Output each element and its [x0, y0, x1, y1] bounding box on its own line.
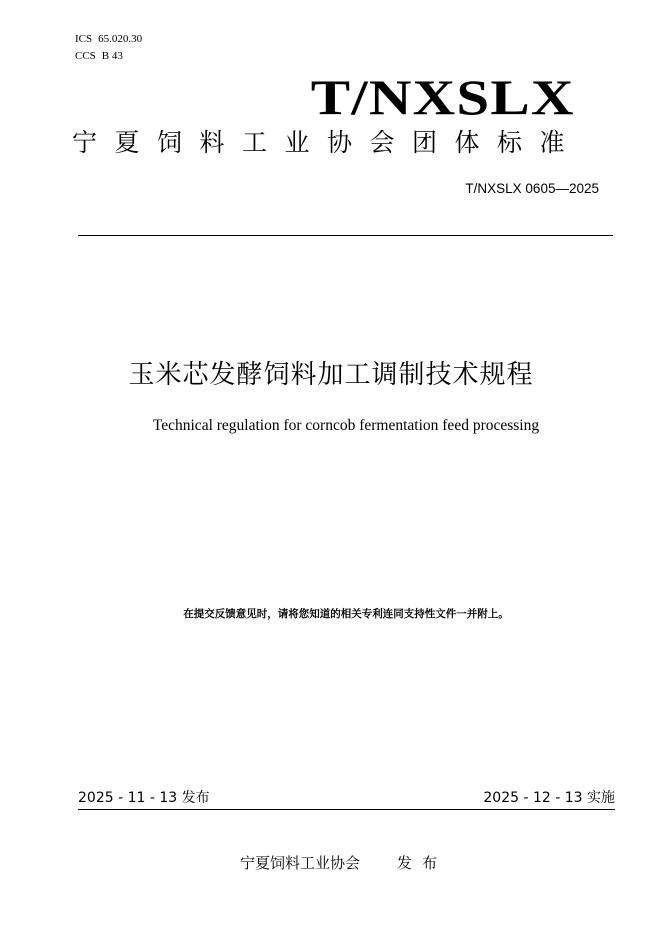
ics-label: ICS [75, 33, 93, 45]
standard-number: T/NXSLX 0605—2025 [465, 181, 599, 196]
brand-logo-text: T/NXSLX [310, 69, 575, 125]
organization-standard-title: 宁夏饲料工业协会团体标准 [72, 128, 583, 157]
patent-notice: 在提交反馈意见时，请将您知道的相关专利连同支持性文件一并附上。 [183, 608, 509, 620]
document-title-chinese: 玉米芯发酵饲料加工调制技术规程 [128, 360, 534, 390]
bottom-divider [78, 809, 615, 810]
ics-code: 65.020.30 [98, 33, 143, 45]
ccs-code: B 43 [101, 50, 123, 62]
publish-date: 2025 - 11 - 13 发布 [78, 790, 210, 806]
issue-verb: 发布 [397, 854, 448, 872]
ccs-label: CCS [75, 50, 96, 62]
implement-date: 2025 - 12 - 13 实施 [483, 790, 615, 806]
document-title-english: Technical regulation for corncob fermentation feed processing [152, 417, 540, 434]
issuer-name: 宁夏饲料工业协会 [240, 854, 361, 872]
top-divider [78, 235, 613, 236]
ics-line [75, 32, 148, 46]
ccs-line [75, 49, 129, 63]
